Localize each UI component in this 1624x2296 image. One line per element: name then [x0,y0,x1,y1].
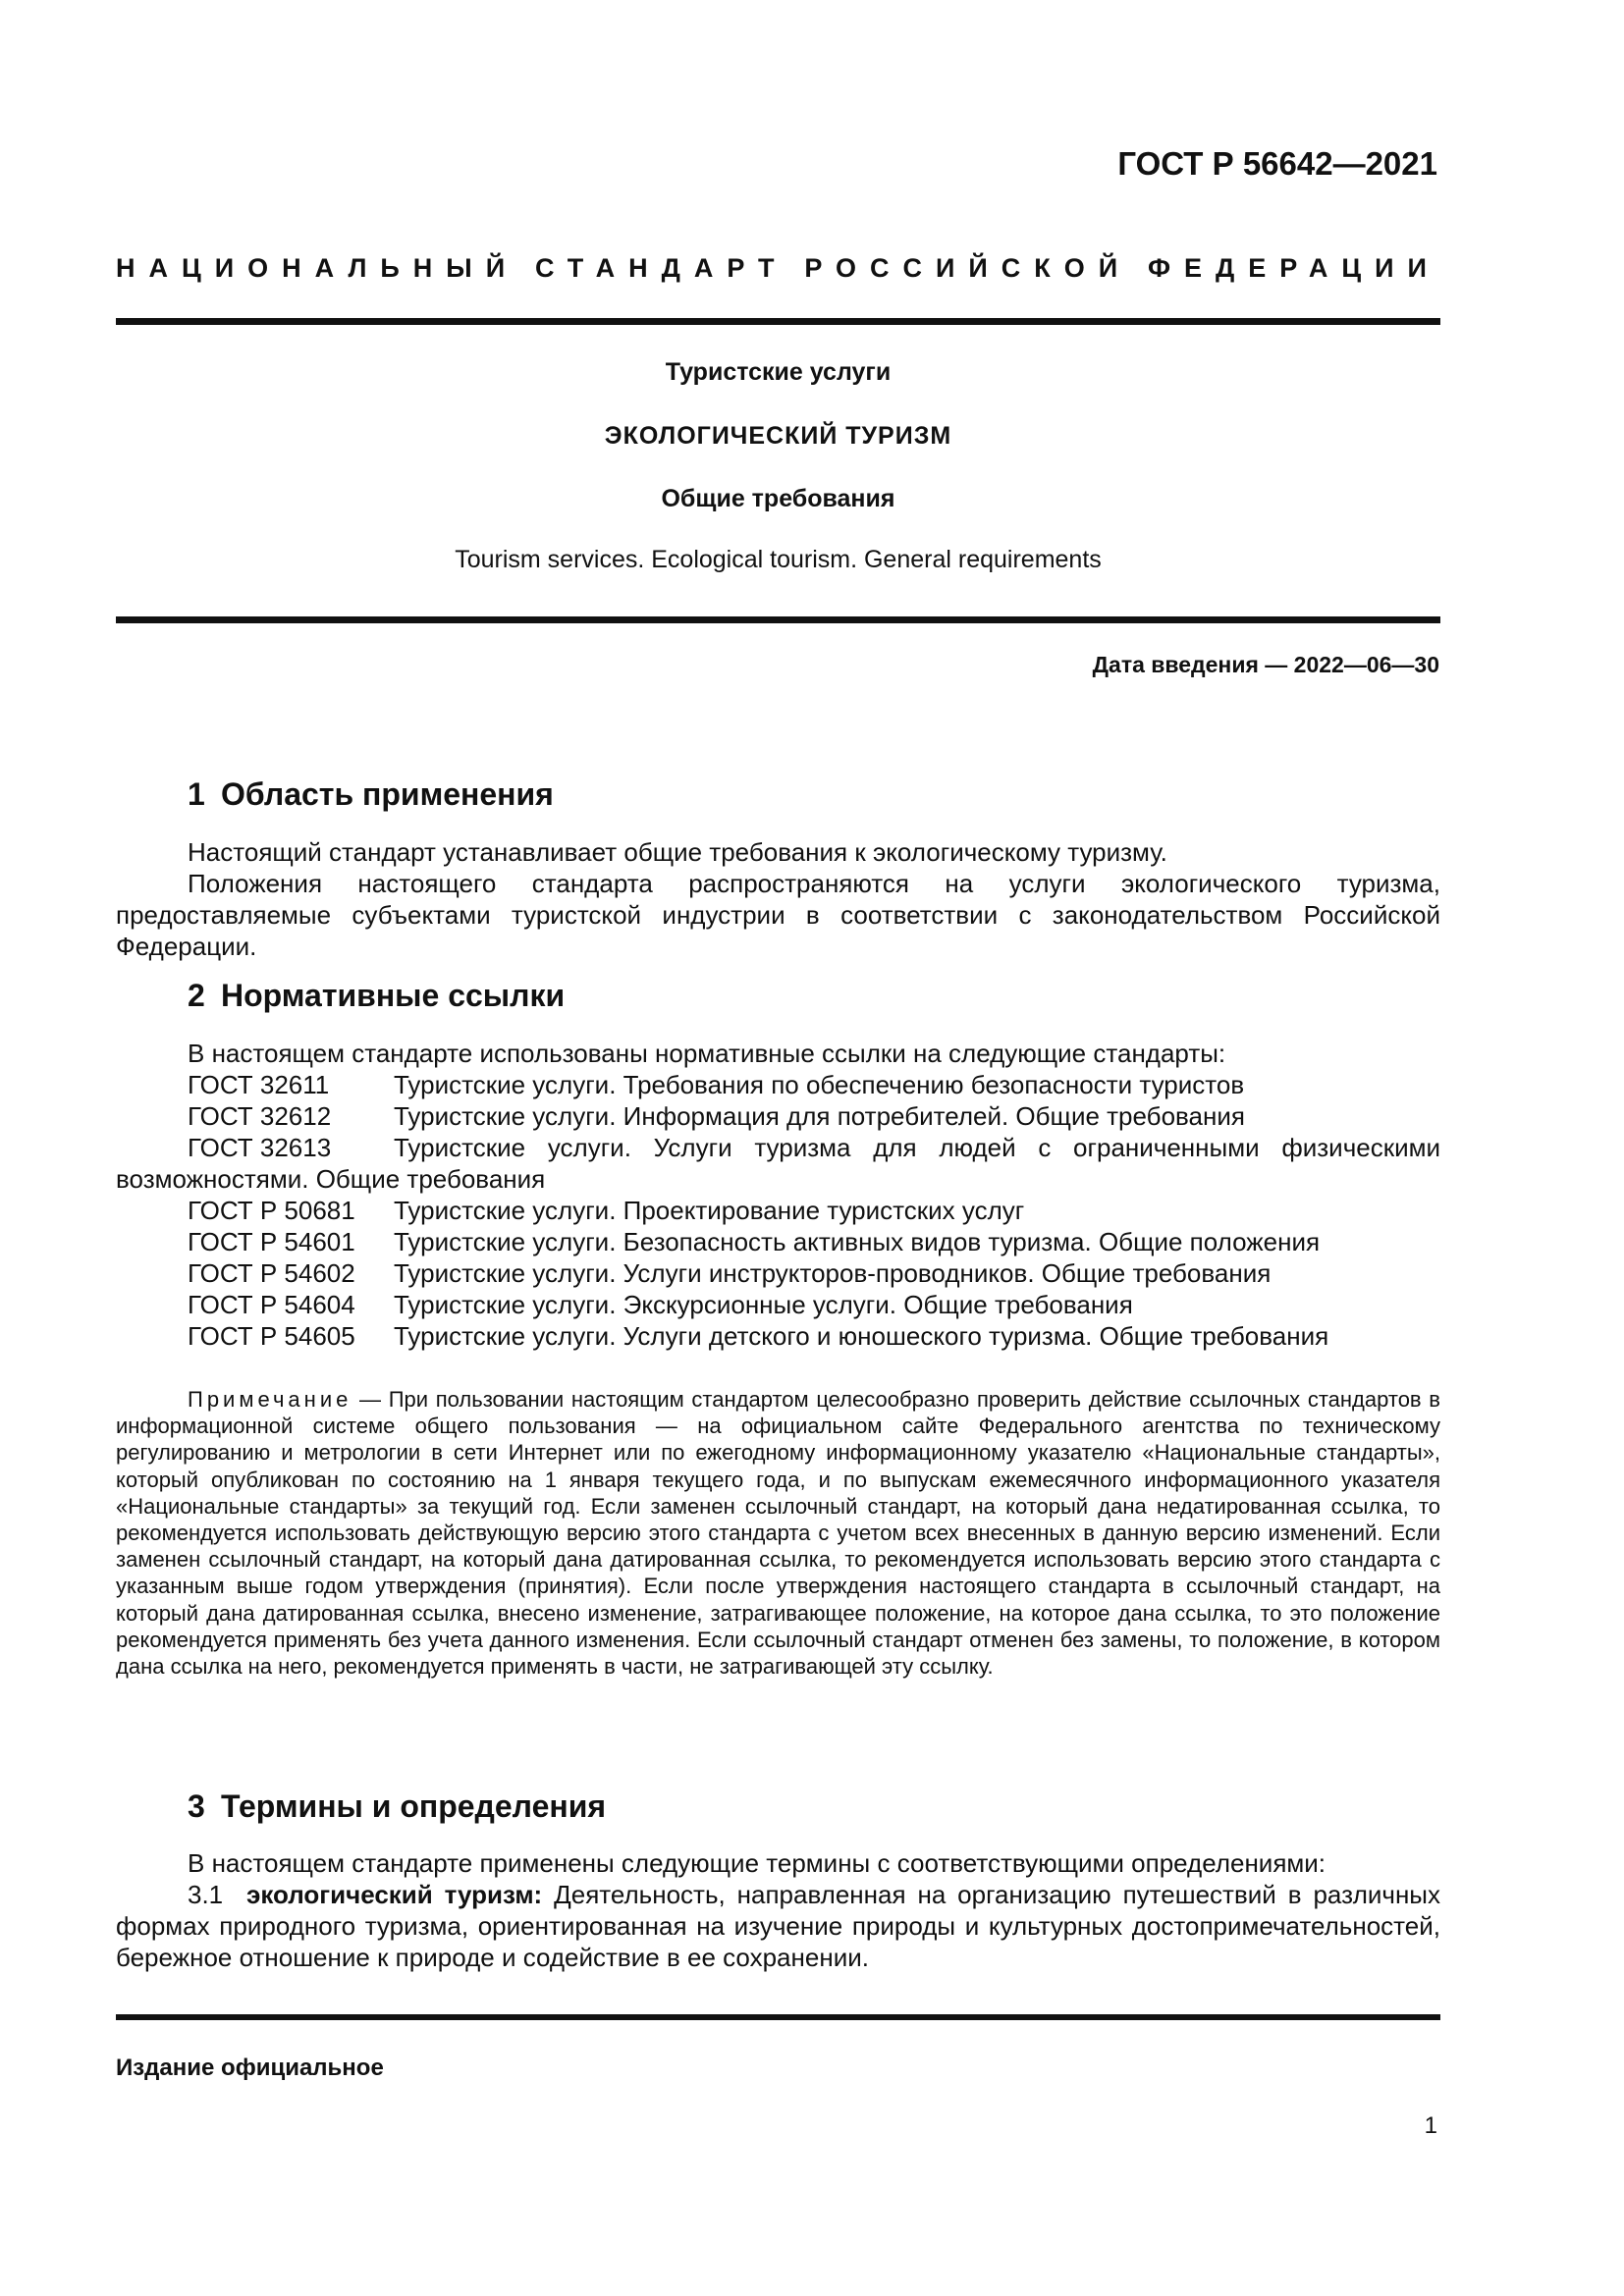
title-english: Tourism services. Ecological tourism. General requirements [455,546,1102,573]
reference-item [188,1226,1440,1257]
title-line-2: ЭКОЛОГИЧЕСКИЙ ТУРИЗМ [604,422,952,450]
section-number: 3 [188,1789,205,1824]
reference-code: ГОСТ 32613 [188,1133,332,1162]
title-line-1: Туристские услуги [665,358,892,386]
section-3-heading [188,1789,606,1825]
reference-code: ГОСТ Р 54604 [188,1290,355,1319]
reference-code: ГОСТ 32612 [188,1101,332,1131]
reference-item [188,1289,1440,1320]
section-2-note [116,1386,1440,1680]
note-label: Примечание [188,1387,352,1412]
reference-item [188,1100,1440,1132]
term-definition-text: Деятельность, направленная на организацию путешествий в различных формах природного туризма, ориентированная на изучение природы и культурных достопримечательностей, бережное отношение к природе и содействие в ее сохранении. [116,1880,1440,1972]
section-title: Термины и определения [221,1789,607,1824]
reference-item [188,1257,1440,1289]
section-title: Нормативные ссылки [221,978,566,1013]
reference-item [188,1069,1440,1100]
introduction-date: Дата введения — 2022—06—30 [1092,652,1439,677]
reference-code: ГОСТ Р 54601 [188,1227,355,1256]
reference-title: Туристские услуги. Экскурсионные услуги. Общие требования [394,1290,1133,1319]
reference-item [188,1195,1440,1226]
title-line-3: Общие требования [661,485,895,512]
banner-word: РОССИЙСКОЙ [804,253,1132,283]
term-name: экологический туризм: [245,1880,543,1909]
section-1-heading [188,776,554,813]
section-number: 1 [188,776,205,812]
title-divider [116,616,1440,623]
section-1-paragraph-2: Положения настоящего стандарта распространяются на услуги экологического туризма, предоставляемые субъектами туристской индустрии в соответствии с законодательством Российской Федерации. [116,869,1440,961]
reference-item [188,1320,1440,1352]
reference-code: ГОСТ Р 54602 [188,1258,355,1288]
section-1-paragraph-1: Настоящий стандарт устанавливает общие требования к экологическому туризму. [188,837,1167,867]
reference-title: Туристские услуги. Проектирование туристских услуг [394,1196,1025,1225]
banner-word: СТАНДАРТ [534,253,788,283]
reference-title: Туристские услуги. Услуги туризма для людей с ограниченными физическими возможностями. Общие требования [116,1133,1440,1194]
reference-title: Туристские услуги. Безопасность активных видов туризма. Общие положения [394,1227,1321,1256]
reference-code: ГОСТ 32611 [188,1070,330,1099]
document-id: ГОСТ Р 56642—2021 [1117,145,1437,182]
section-number: 2 [188,978,205,1013]
reference-code: ГОСТ Р 50681 [188,1196,355,1225]
note-text: — При пользовании настоящим стандартом целесообразно проверить действие ссылочных стандартов в информационной системе общего пользования — на официальном сайте Федерального агентства по техническому регулированию и метрологии в сети Интернет или по ежегодному информационному указателю «Национальные стандарты», который опубликован по состоянию на 1 января текущего года, и по выпускам ежемесячного информационного указателя «Национальные стандарты» за текущий год. Если заменен ссылочный стандарт, на который дана недатированная ссылка, то рекомендуется использовать действующую версию этого стандарта с учетом всех внесенных в данную версию изменений. Если заменен ссылочный стандарт, на который дана датированная ссылка, то рекомендуется использовать версию этого стандарта с указанным выше годом утверждения (принятия). Если после утверждения настоящего стандарта в ссылочный стандарт, на который дана датированная ссылка, внесено изменение, затрагивающее положение, на которое дана ссылка, то это положение рекомендуется применять без учета данного изменения. Если ссылочный стандарт отменен без замены, то положение, в котором дана ссылка на него, рекомендуется применять в части, не затрагивающей эту ссылку. [116,1387,1440,1680]
national-standard-banner [116,253,1440,284]
reference-title: Туристские услуги. Услуги детского и юношеского туризма. Общие требования [394,1321,1329,1351]
reference-title: Туристские услуги. Информация для потребителей. Общие требования [394,1101,1245,1131]
page-number: 1 [1424,2112,1437,2139]
reference-item-wrapped [116,1132,1440,1195]
banner-word: НАЦИОНАЛЬНЫЙ [116,253,519,283]
reference-title: Туристские услуги. Услуги инструкторов-проводников. Общие требования [394,1258,1272,1288]
reference-list [116,1069,1440,1132]
footer-divider [116,2014,1440,2020]
reference-title: Туристские услуги. Требования по обеспечению безопасности туристов [394,1070,1245,1099]
reference-list [116,1195,1440,1352]
top-divider [116,318,1440,325]
term-number: 3.1 [188,1880,224,1909]
section-2-heading [188,978,565,1014]
term-definition [116,1879,1440,1973]
section-2-intro: В настоящем стандарте использованы нормативные ссылки на следующие стандарты: [188,1039,1226,1068]
section-title: Область применения [221,776,554,812]
official-edition-label: Издание официальное [116,2055,384,2081]
reference-code: ГОСТ Р 54605 [188,1321,355,1351]
banner-word: ФЕДЕРАЦИИ [1148,253,1440,283]
section-3-intro: В настоящем стандарте применены следующие термины с соответствующими определениями: [188,1848,1326,1878]
